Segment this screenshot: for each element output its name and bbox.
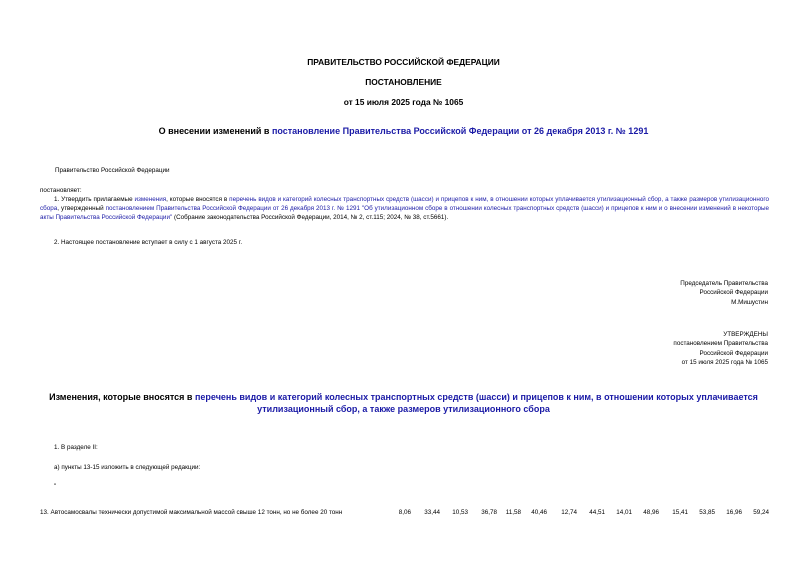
approval-block — [673, 330, 768, 367]
changes-link[interactable]: изменения — [134, 196, 167, 203]
signature-name: М.Мишустин — [731, 298, 768, 306]
approval-line-3: Российской Федерации — [699, 349, 768, 357]
row-13-value: 8,06 — [398, 509, 411, 516]
row-13-value: 11,58 — [505, 509, 521, 516]
table-row — [40, 508, 769, 518]
row-13-value: 36,78 — [481, 509, 497, 516]
issuer: Правительство Российской Федерации — [55, 167, 170, 174]
row-13-value: 53,85 — [699, 509, 715, 516]
row-13-value: 48,96 — [643, 509, 659, 516]
item-1-text-d: (Собрание законодательства Российской Федерации, 2014, № 2, ст.115; 2024, № 38, ст.5661). — [172, 214, 449, 222]
row-13-label: 13. Автосамосвалы технически допустимой максимальной массой свыше 12 тонн, но не более 20 тонн — [40, 509, 343, 516]
item-1-text-b: , которые вносятся в — [166, 196, 230, 203]
list-link[interactable]: перечень видов и категорий колесных транспортных средств (шасси) и прицепов к ним, в отношении которых уплачивается утилизационный сбор, а также размеров утилизационного сбора — [40, 196, 769, 213]
row-13-value: 12,74 — [561, 509, 577, 516]
approval-line-2: постановлением Правительства — [673, 340, 768, 348]
subsection-instruction: а) пункты 13-15 изложить в следующей редакции: — [54, 464, 201, 471]
row-13-value: 16,96 — [726, 509, 742, 516]
row-13-value: 33,44 — [424, 509, 440, 516]
opening-quote: " — [54, 483, 57, 490]
signature-block — [680, 279, 768, 307]
document-type: ПОСТАНОВЛЕНИЕ — [365, 77, 442, 87]
row-13-value: 40,46 — [531, 509, 547, 516]
government-name: ПРАВИТЕЛЬСТВО РОССИЙСКОЙ ФЕДЕРАЦИИ — [307, 57, 500, 67]
row-13-value: 15,41 — [672, 509, 688, 516]
item-1-text-c: , утвержденный — [57, 205, 106, 213]
changes-title-line-2[interactable]: утилизационный сбор, а также размеров утилизационного сбора — [257, 404, 550, 414]
document-title-prefix: О внесении изменений в — [158, 126, 272, 136]
item-1-paragraph — [40, 195, 769, 223]
signature-title: Председатель Правительства — [680, 280, 768, 287]
approval-date: от 15 июля 2025 года № 1065 — [681, 358, 768, 366]
row-13-value: 10,53 — [452, 509, 468, 516]
row-13-value: 59,24 — [753, 509, 769, 516]
changes-title-line-1 — [0, 392, 807, 402]
decree-1291-link[interactable]: постановлением Правительства Российской Федерации от 26 декабря 2013 г. № 1291 "Об утилизационном сборе в отношении колесных транспортных средств (шасси) и прицепов к ним и о внесении изменений в некоторые акты Правительства Российской Федерации" — [40, 205, 770, 222]
item-1-text-a: 1. Утвердить прилагаемые — [54, 196, 135, 203]
changes-title-prefix: Изменения, которые вносятся в — [49, 392, 195, 402]
changes-title-link[interactable]: перечень видов и категорий колесных транспортных средств (шасси) и прицепов к ним, в отношении которых уплачивается — [194, 392, 758, 402]
approval-title: УТВЕРЖДЕНЫ — [723, 331, 768, 338]
document-title — [0, 126, 807, 136]
amended-decree-link[interactable]: постановление Правительства Российской Федерации от 26 декабря 2013 г. № 1291 — [271, 126, 649, 136]
document-date-number: от 15 июля 2025 года № 1065 — [343, 97, 464, 107]
decrees-word: постановляет: — [40, 187, 82, 194]
row-13-value: 14,01 — [616, 509, 632, 516]
section-heading: 1. В разделе II: — [54, 444, 98, 451]
signature-government: Российской Федерации — [699, 289, 768, 297]
row-13-value: 44,51 — [589, 509, 605, 516]
item-2-paragraph: 2. Настоящее постановление вступает в силу с 1 августа 2025 г. — [54, 239, 243, 246]
